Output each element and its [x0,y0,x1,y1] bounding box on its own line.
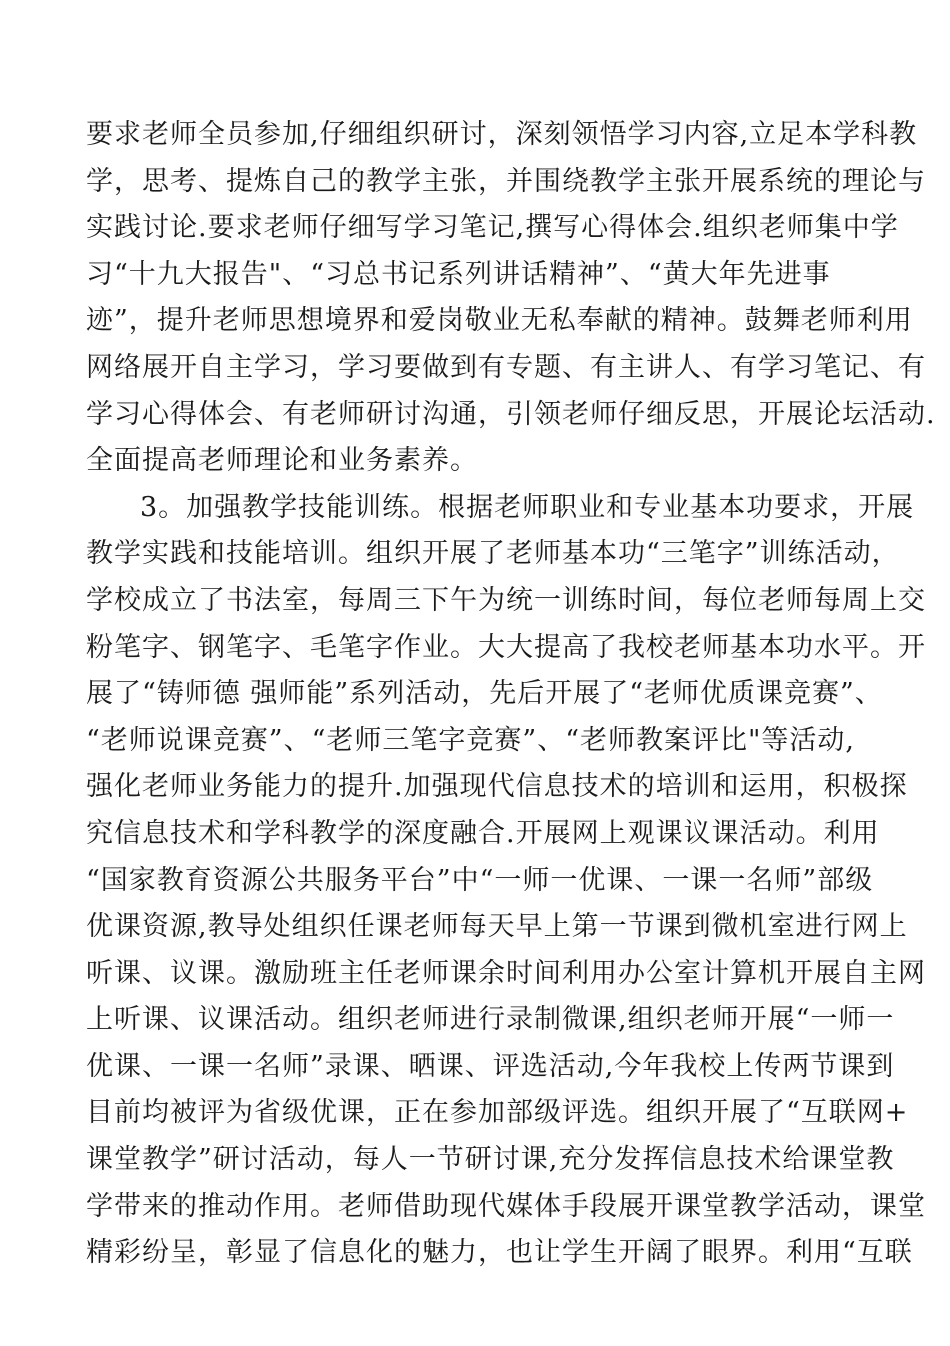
text-line: 学，思考、提炼自己的教学主张，并围绕教学主张开展系统的理论与 [86,165,926,197]
text-line: 究信息技术和学科教学的深度融合.开展网上观课议课活动。利用 [86,817,880,849]
text-line: 教学实践和技能培训。组织开展了老师基本功“三笔字”训练活动， [86,538,900,570]
paragraph-start-line: 3。加强教学技能训练。根据老师职业和专业基本功要求，开展 [140,491,915,523]
text-line: 听课、议课。激励班主任老师课余时间利用办公室计算机开展自主网 [86,957,926,989]
text-line: 优课、一课一名师”录课、晒课、评选活动,今年我校上传两节课到 [86,1050,895,1082]
text-line: 习“十九大报告"、“习总书记系列讲话精神”、“黄大年先进事 [86,258,831,290]
text-line: 优课资源,教导处组织任课老师每天早上第一节课到微机室进行网上 [86,911,908,943]
document-body [86,112,936,1277]
text-line: 学习心得体会、有老师研讨沟通，引领老师仔细反思，开展论坛活动. [86,398,936,430]
text-line: 学校成立了书法室，每周三下午为统一训练时间，每位老师每周上交 [86,584,926,616]
text-line: 全面提高老师理论和业务素养。 [86,445,478,477]
text-line: “老师说课竞赛”、“老师三笔字竞赛”、“老师教案评比"等活动, [86,724,856,756]
text-line: 迹”，提升老师思想境界和爱岗敬业无私奉献的精神。鼓舞老师利用 [86,305,913,337]
text-line: 上听课、议课活动。组织老师进行录制微课,组织老师开展“一师一 [86,1004,895,1036]
text-line: 网络展开自主学习，学习要做到有专题、有主讲人、有学习笔记、有 [86,351,926,383]
text-line: 展了“铸师德 强师能”系列活动，先后开展了“老师优质课竞赛”、 [86,678,883,710]
text-line: 粉笔字、钢笔字、毛笔字作业。大大提高了我校老师基本功水平。开 [86,631,926,663]
text-line: 目前均被评为省级优课，正在参加部级评选。组织开展了“互联网+ [86,1097,909,1129]
text-line: 实践讨论.要求老师仔细写学习笔记,撰写心得体会.组织老师集中学 [86,212,899,244]
text-line: 学带来的推动作用。老师借助现代媒体手段展开课堂教学活动，课堂 [86,1190,926,1222]
text-line: “国家教育资源公共服务平台”中“一师一优课、一课一名师”部级 [86,864,874,896]
text-line: 要求老师全员参加,仔细组织研讨，深刻领悟学习内容,立足本学科教 [86,119,918,150]
text-line: 强化老师业务能力的提升.加强现代信息技术的培训和运用，积极探 [86,771,908,803]
text-line: 课堂教学”研讨活动，每人一节研讨课,充分发挥信息技术给课堂教 [86,1144,895,1176]
text-line: 精彩纷呈，彰显了信息化的魅力，也让学生开阔了眼界。利用“互联 [86,1237,913,1269]
